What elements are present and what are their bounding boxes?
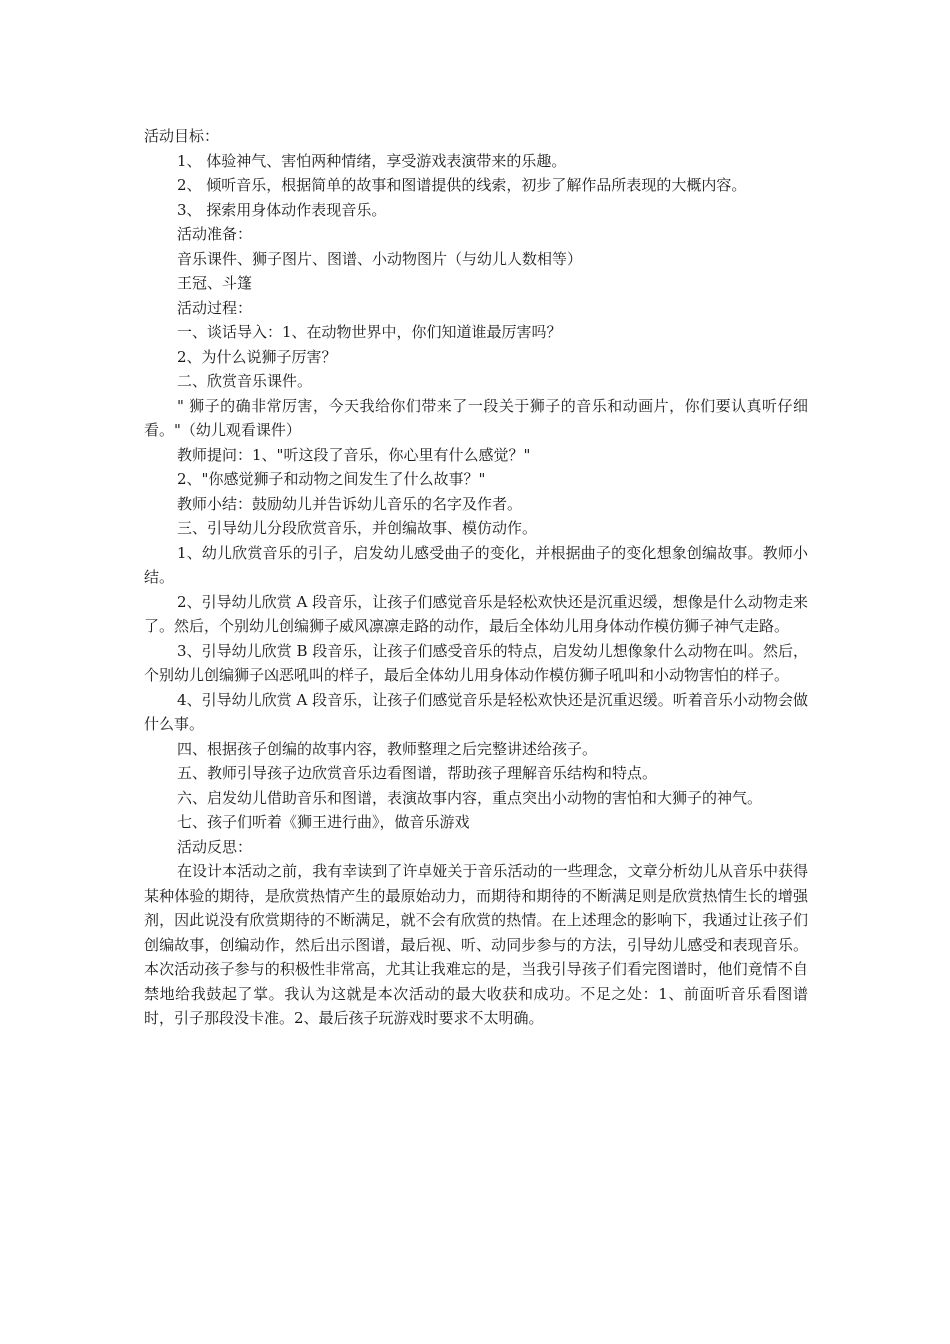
paragraph-step-1-q2: 2、为什么说狮子厉害？ — [177, 347, 337, 366]
paragraph-step-2: 二、欣赏音乐课件。 — [177, 372, 313, 390]
paragraph-objective-2: 2、 倾听音乐，根据简单的故事和图谱提供的线索，初步了解作品所表现的大概内容。 — [177, 176, 747, 194]
paragraph-teacher-question-1: 教师提问：1、"听这段了音乐，你心里有什么感觉？" — [177, 445, 531, 464]
paragraph-step-3-4: 4、引导幼儿欣赏 A 段音乐，让孩子们感觉音乐是轻松欢快还是沉重迟缓。听着音乐小动物会做什么事。 — [144, 690, 808, 733]
paragraph-step-3-3: 3、引导幼儿欣赏 B 段音乐，让孩子们感受音乐的特点，启发幼儿想像象什么动物在叫。然后，个别幼儿创编狮子凶恶吼叫的样子，最后全体幼儿用身体动作模仿狮子吼叫和小动物害怕的样子。 — [144, 641, 808, 684]
paragraph-process-heading: 活动过程： — [177, 298, 253, 317]
paragraph-reflection-body: 在设计本活动之前，我有幸读到了许卓娅关于音乐活动的一些理念，文章分析幼儿从音乐中获得某种体验的期待，是欣赏热情产生的最原始动力，而期待和期待的不断满足则是欣赏热情生长的增强剂，因此说没有欣赏期待的不断满足，就不会有欣赏的热情。在上述理念的影响下，我通过让孩子们创编故事，创编动作，然后出示图谱，最后视、听、动同步参与的方法，引导幼儿感受和表现音乐。本次活动孩子参与的积极性非常高，尤其让我难忘的是，当我引导孩子们看完图谱时，他们竟情不自禁地给我鼓起了掌。我认为这就是本次活动的最大收获和成功。不足之处：1、前面听音乐看图谱时，引子那段没卡准。2、最后孩子玩游戏时要求不太明确。 — [144, 862, 808, 1027]
paragraph-step-1: 一、谈话导入：1、在动物世界中，你们知道谁最厉害吗？ — [177, 323, 562, 341]
paragraph-preparation-materials: 音乐课件、狮子图片、图谱、小动物图片（与幼儿人数相等） — [177, 249, 583, 268]
paragraph-step-3-2: 2、引导幼儿欣赏 A 段音乐，让孩子们感觉音乐是轻松欢快还是沉重迟缓，想像是什么动物走来了。然后，个别幼儿创编狮子威风凛凛走路的动作，最后全体幼儿用身体动作模仿狮子神气走路。 — [144, 592, 808, 635]
paragraph-reflection-heading: 活动反思： — [177, 837, 253, 856]
paragraph-step-4: 四、根据孩子创编的故事内容，教师整理之后完整讲述给孩子。 — [177, 739, 598, 758]
paragraph-preparation-heading: 活动准备： — [177, 225, 253, 243]
paragraph-objective-1: 1、 体验神气、害怕两种情绪，享受游戏表演带来的乐趣。 — [177, 151, 567, 170]
paragraph-step-2-intro: " 狮子的确非常厉害，今天我给你们带来了一段关于狮子的音乐和动画片，你们要认真听仔细看。"（幼儿观看课件） — [144, 396, 808, 439]
paragraph-teacher-summary: 教师小结：鼓励幼儿并告诉幼儿音乐的名字及作者。 — [177, 494, 523, 513]
paragraph-objective-3: 3、 探索用身体动作表现音乐。 — [177, 200, 387, 219]
paragraph-step-3-1: 1、幼儿欣赏音乐的引子，启发幼儿感受曲子的变化，并根据曲子的变化想象创编故事。教师小结。 — [144, 543, 808, 586]
paragraph-teacher-question-2: 2、"你感觉狮子和动物之间发生了什么故事？" — [177, 470, 486, 488]
document-page — [144, 124, 808, 1031]
paragraph-step-5: 五、教师引导孩子边欣赏音乐边看图谱，帮助孩子理解音乐结构和特点。 — [177, 764, 658, 782]
paragraph-step-3: 三、引导幼儿分段欣赏音乐，并创编故事、模仿动作。 — [177, 519, 538, 537]
paragraph-objectives-heading: 活动目标： — [144, 127, 220, 145]
paragraph-preparation-props: 王冠、斗篷 — [177, 274, 253, 292]
paragraph-step-6: 六、启发幼儿借助音乐和图谱，表演故事内容，重点突出小动物的害怕和大狮子的神气。 — [177, 788, 763, 807]
paragraph-step-7: 七、孩子们听着《狮王进行曲》，做音乐游戏 — [177, 813, 470, 831]
